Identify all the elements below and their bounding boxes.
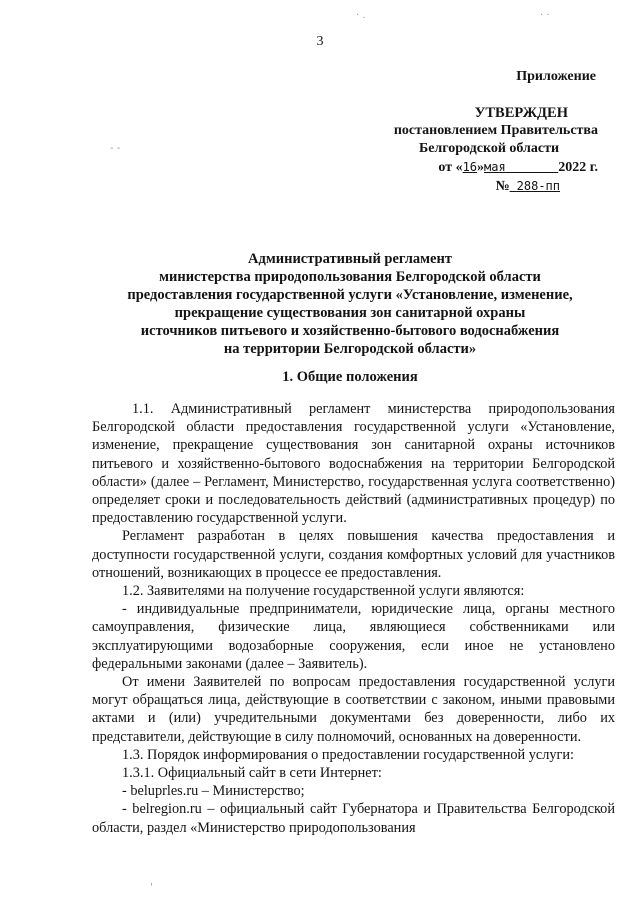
title-line: источников питьевого и хозяйственно-бытового водоснабжения: [140, 323, 560, 339]
document-body: [92, 400, 615, 837]
page-number: 3: [316, 34, 324, 49]
approved-by: постановлением Правительства: [393, 123, 598, 138]
section-heading: 1. Общие положения: [282, 369, 418, 385]
approved-region: Белгородской области: [418, 141, 560, 156]
scan-speck: · .: [356, 10, 366, 21]
regulation-title: [60, 250, 640, 358]
paragraph: 1.3. Порядок информирования о предоставлении государственной услуги:: [122, 746, 575, 763]
approval-date: [360, 158, 600, 177]
date-prefix: от «: [438, 160, 463, 175]
paragraph: 1.1. Административный регламент министерства природопользования Белгородской области предоставления государственной услуги «Установление, изменение, прекращение существования зон санитарной охраны источников питьевого и хозяйственно-бытового водоснабжения на территории Белгородской области» (далее – Регламент, Министерство, государственная услуга соответственно) определяет сроки и последовательность действий (административных процедур) по предоставлению государственной услуги.: [92, 401, 615, 527]
paragraph: - belregion.ru – официальный сайт Губернатора и Правительства Белгородской области, раздел «Министерство природопользования: [92, 801, 615, 836]
paragraph: 1.3.1. Официальный сайт в сети Интернет:: [122, 765, 382, 782]
number-value: 288-пп: [516, 179, 560, 193]
paragraph: Регламент разработан в целях повышения качества предоставления и доступности государственной услуги, создания комфортных условий для участников отношений, возникающих в процессе ее предоставления.: [92, 528, 615, 581]
appendix-label: Приложение: [516, 69, 596, 84]
date-year: 2022 г.: [558, 160, 598, 175]
title-line: министерства природопользования Белгородской области: [159, 269, 541, 285]
title-line: Административный регламент: [248, 251, 452, 267]
paragraph: 1.2. Заявителями на получение государственной услуги являются:: [122, 583, 525, 600]
approved-label: УТВЕРЖДЕН: [474, 105, 568, 121]
scan-speck: - -: [110, 143, 121, 154]
date-day: 16: [462, 160, 478, 174]
title-line: на территории Белгородской области»: [223, 341, 477, 357]
scan-speck: ': [150, 882, 153, 893]
paragraph: - beluprles.ru – Министерство;: [122, 783, 305, 800]
paragraph: - индивидуальные предприниматели, юридические лица, органы местного самоуправления, физические лица, являющиеся собственниками или эксплуатирующими водозаборные сооружения, если иное не установлено федеральными законами (далее – Заявитель).: [92, 601, 615, 672]
paragraph: От имени Заявителей по вопросам предоставления государственной услуги могут обращаться лица, действующие в соответствии с законом, иными правовыми актами и (или) учредительными документами без доверенности, либо их представители, действующие в силу полномочий, основанных на доверенности.: [92, 674, 615, 745]
approval-block: [360, 68, 600, 196]
title-line: предоставления государственной услуги «Установление, изменение,: [127, 287, 573, 303]
date-close: »: [477, 160, 485, 175]
date-month: мая: [484, 160, 506, 174]
number-label: №: [495, 179, 510, 194]
approval-number: [360, 177, 600, 196]
scan-speck: · ·: [540, 10, 550, 21]
title-line: прекращение существования зон санитарной охраны: [174, 305, 526, 321]
